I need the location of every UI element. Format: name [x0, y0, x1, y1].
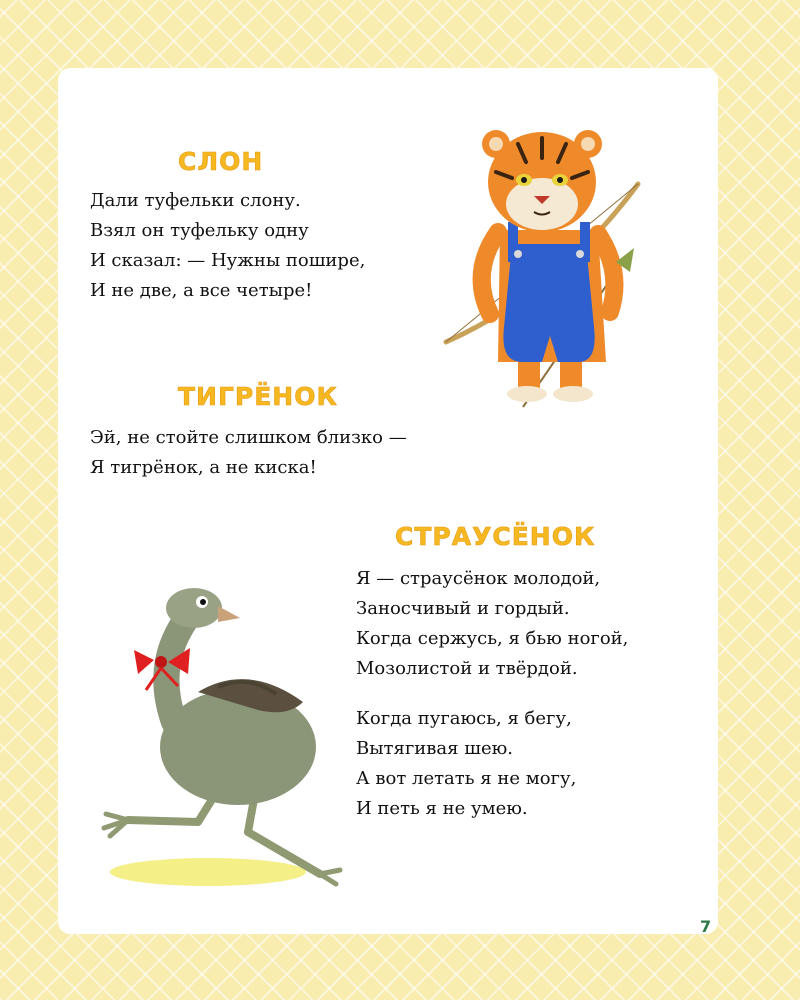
- poem-title-ostrich-chick: СТРАУСЁНОК: [395, 522, 596, 551]
- poem-text-ostrich-chick: [356, 564, 628, 824]
- poem-line: Взял он туфельку одну: [90, 220, 309, 241]
- poem-line: Мозолистой и твёрдой.: [356, 658, 578, 679]
- poem-title-elephant: СЛОН: [178, 147, 264, 176]
- poem-line: Когда сержусь, я бью ногой,: [356, 628, 629, 649]
- page-number: 7: [700, 917, 712, 936]
- poem-text-tiger-cub: [90, 423, 407, 483]
- poem-line: Дали туфельки слону.: [90, 190, 301, 211]
- poem-line: Я тигрёнок, а не киска!: [90, 457, 317, 478]
- poem-title-tiger-cub: ТИГРЁНОК: [178, 382, 338, 411]
- poem-line: И сказал: — Нужны пошире,: [90, 250, 366, 271]
- poem-text-elephant: [90, 186, 365, 306]
- poem-line: Я — страусёнок молодой,: [356, 568, 601, 589]
- poem-line: Когда пугаюсь, я бегу,: [356, 708, 572, 729]
- poem-line: И петь я не умею.: [356, 798, 528, 819]
- poem-line: Вытягивая шею.: [356, 738, 514, 759]
- ostrich-chick-illustration: [98, 582, 343, 892]
- poem-line: И не две, а все четыре!: [90, 280, 313, 301]
- poem-line: А вот летать я не могу,: [356, 768, 577, 789]
- poem-line: Эй, не стойте слишком близко —: [90, 427, 407, 448]
- poem-line: Заносчивый и гордый.: [356, 598, 570, 619]
- tiger-cub-illustration: [438, 122, 668, 412]
- stanza-gap: [356, 684, 628, 704]
